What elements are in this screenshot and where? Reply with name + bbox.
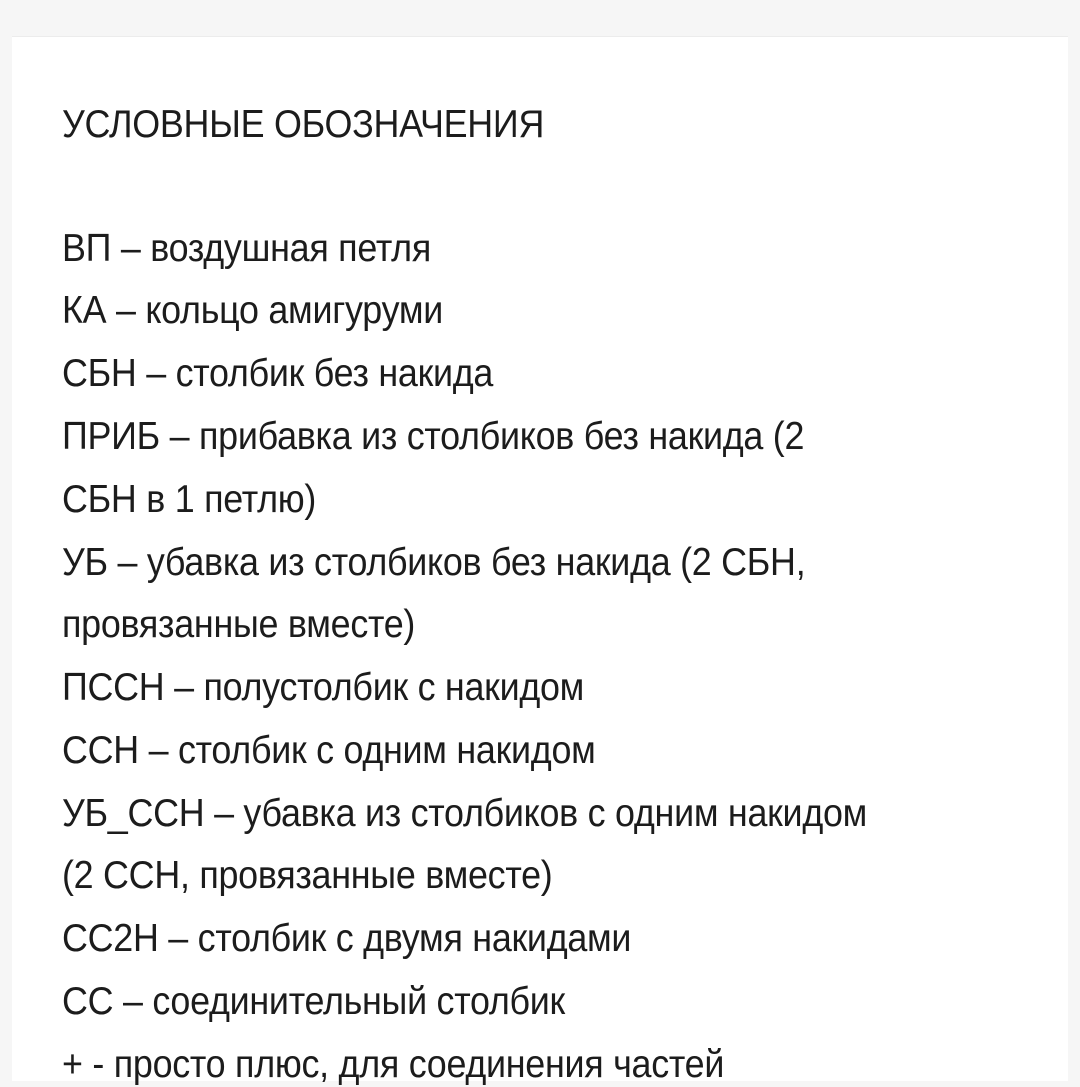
legend-line-ssn: ССН – столбик с одним накидом	[62, 729, 596, 772]
legend-line-ka: КА – кольцо амигуруми	[62, 289, 443, 332]
legend-line-vp: ВП – воздушная петля	[62, 227, 432, 270]
legend-title: УСЛОВНЫЕ ОБОЗНАЧЕНИЯ	[62, 103, 545, 146]
legend-line-plus: + - просто плюс, для соединения частей	[62, 1043, 725, 1086]
legend-card	[12, 36, 1068, 1086]
legend-line-ub-cont: провязанные вместе)	[62, 603, 416, 646]
legend-line-prib: ПРИБ – прибавка из столбиков без накида (2	[62, 415, 805, 458]
legend-line-ub: УБ – убавка из столбиков без накида (2 СБН,	[62, 541, 806, 584]
legend-line-ss2n: СС2Н – столбик с двумя накидами	[62, 917, 632, 960]
legend-line-pssn: ПССН – полустолбик с накидом	[62, 666, 585, 709]
legend-line-sbn: СБН – столбик без накида	[62, 352, 494, 395]
legend-line-ub-ssn-cont: (2 ССН, провязанные вместе)	[62, 854, 553, 897]
legend-line-ub-ssn: УБ_ССН – убавка из столбиков с одним накидом	[62, 792, 868, 835]
legend-line-prib-cont: СБН в 1 петлю)	[62, 478, 317, 521]
legend-line-ss: СС – соединительный столбик	[62, 980, 565, 1023]
